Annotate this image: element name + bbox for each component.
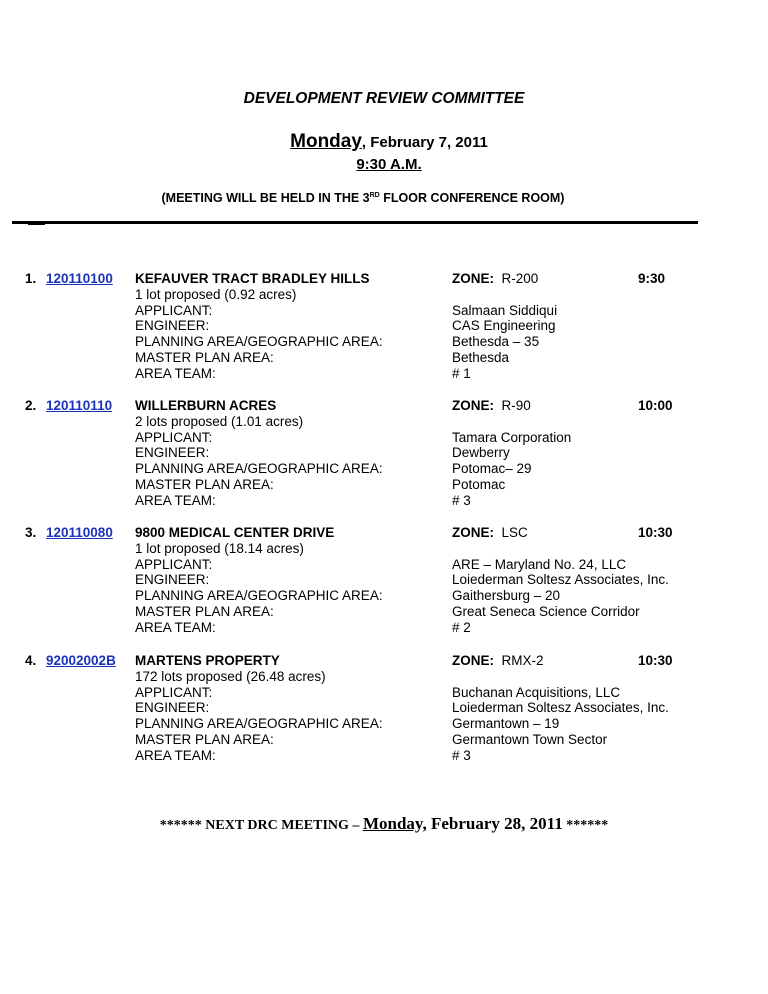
area-team-label: AREA TEAM: [135, 492, 216, 508]
project-name: 9800 MEDICAL CENTER DRIVE [135, 525, 335, 540]
area-team-label: AREA TEAM: [135, 365, 216, 381]
zone-label: ZONE: [452, 271, 494, 286]
next-meeting-prefix: ****** NEXT DRC MEETING – [159, 818, 363, 833]
field-labels [135, 414, 383, 509]
area-team-value: # 1 [452, 365, 471, 381]
agenda-item [0, 525, 768, 637]
project-name: KEFAUVER TRACT BRADLEY HILLS [135, 271, 370, 286]
field-values [452, 303, 557, 382]
engineer-value: CAS Engineering [452, 318, 556, 334]
planning-area-label: PLANNING AREA/GEOGRAPHIC AREA: [135, 461, 383, 477]
master-plan-label: MASTER PLAN AREA: [135, 349, 274, 365]
zone-value: R-200 [501, 271, 539, 286]
field-values [452, 685, 669, 764]
item-number: 3. [25, 525, 37, 540]
agenda-item [0, 271, 768, 383]
item-time: 10:00 [638, 398, 673, 413]
zone-label: ZONE: [452, 653, 494, 668]
meeting-date [0, 131, 768, 153]
notice-before: (MEETING WILL BE HELD IN THE 3 [161, 191, 370, 205]
engineer-label: ENGINEER: [135, 700, 210, 716]
engineer-label: ENGINEER: [135, 318, 210, 334]
engineer-value: Loiederman Soltesz Associates, Inc. [452, 700, 669, 716]
zone-label: ZONE: [452, 525, 494, 540]
meeting-location-notice [0, 191, 726, 205]
applicant-label: APPLICANT: [135, 684, 213, 700]
item-number: 4. [25, 653, 37, 668]
field-values [452, 557, 669, 636]
meeting-day: Monday [290, 131, 362, 152]
lots-proposed: 172 lots proposed (26.48 acres) [135, 668, 326, 684]
zone [452, 271, 538, 287]
field-labels [135, 287, 383, 382]
agenda-item [0, 398, 768, 510]
next-meeting-note [0, 814, 768, 834]
field-labels [135, 541, 383, 636]
divider-tick [28, 224, 45, 225]
agenda-item [0, 653, 768, 765]
area-team-value: # 3 [452, 747, 471, 763]
field-labels [135, 669, 383, 764]
master-plan-label: MASTER PLAN AREA: [135, 603, 274, 619]
zone-value: LSC [501, 525, 528, 540]
project-name: MARTENS PROPERTY [135, 653, 280, 668]
plan-link[interactable]: 120110100 [46, 271, 113, 286]
planning-area-label: PLANNING AREA/GEOGRAPHIC AREA: [135, 588, 383, 604]
engineer-value: Dewberry [452, 445, 510, 461]
applicant-value: Salmaan Siddiqui [452, 302, 558, 318]
master-plan-value: Bethesda [452, 349, 510, 365]
engineer-value: Loiederman Soltesz Associates, Inc. [452, 572, 669, 588]
applicant-label: APPLICANT: [135, 556, 213, 572]
area-team-value: # 3 [452, 492, 471, 508]
meeting-date-rest: , February 7, 2011 [361, 134, 488, 151]
master-plan-label: MASTER PLAN AREA: [135, 476, 274, 492]
zone [452, 398, 531, 414]
engineer-label: ENGINEER: [135, 572, 210, 588]
planning-area-value: Germantown – 19 [452, 716, 560, 732]
lots-proposed: 1 lot proposed (18.14 acres) [135, 540, 304, 556]
next-meeting-day: Monday, [362, 814, 427, 833]
notice-after: FLOOR CONFERENCE ROOM) [379, 191, 565, 205]
next-meeting-date: February 28, 2011 [426, 814, 563, 833]
area-team-label: AREA TEAM: [135, 747, 216, 763]
master-plan-value: Potomac [452, 476, 506, 492]
planning-area-value: Potomac– 29 [452, 461, 532, 477]
meeting-time: 9:30 A.M. [356, 156, 422, 173]
page-title: DEVELOPMENT REVIEW COMMITTEE [243, 90, 525, 107]
applicant-label: APPLICANT: [135, 429, 213, 445]
header-divider [12, 221, 698, 224]
applicant-value: Tamara Corporation [452, 429, 572, 445]
master-plan-value: Great Seneca Science Corridor [452, 603, 640, 619]
zone [452, 525, 528, 541]
lots-proposed: 2 lots proposed (1.01 acres) [135, 413, 304, 429]
item-time: 10:30 [638, 525, 673, 540]
zone-value: RMX-2 [501, 653, 544, 668]
field-values [452, 430, 571, 509]
applicant-value: Buchanan Acquisitions, LLC [452, 684, 621, 700]
engineer-label: ENGINEER: [135, 445, 210, 461]
next-meeting-suffix: ****** [562, 818, 609, 833]
planning-area-value: Bethesda – 35 [452, 334, 540, 350]
lots-proposed: 1 lot proposed (0.92 acres) [135, 286, 297, 302]
item-number: 2. [25, 398, 37, 413]
zone-label: ZONE: [452, 398, 494, 413]
notice-superscript: RD [369, 192, 380, 199]
item-time: 9:30 [638, 271, 666, 286]
zone-value: R-90 [501, 398, 531, 413]
applicant-label: APPLICANT: [135, 302, 213, 318]
plan-link[interactable]: 120110110 [46, 398, 113, 413]
master-plan-value: Germantown Town Sector [452, 731, 608, 747]
zone [452, 653, 544, 669]
project-name: WILLERBURN ACRES [135, 398, 277, 413]
area-team-label: AREA TEAM: [135, 619, 216, 635]
area-team-value: # 2 [452, 619, 471, 635]
master-plan-label: MASTER PLAN AREA: [135, 731, 274, 747]
item-number: 1. [25, 271, 37, 286]
plan-link[interactable]: 92002002B [46, 653, 116, 668]
planning-area-value: Gaithersburg – 20 [452, 588, 561, 604]
planning-area-label: PLANNING AREA/GEOGRAPHIC AREA: [135, 716, 383, 732]
item-time: 10:30 [638, 653, 673, 668]
planning-area-label: PLANNING AREA/GEOGRAPHIC AREA: [135, 334, 383, 350]
plan-link[interactable]: 120110080 [46, 525, 113, 540]
applicant-value: ARE – Maryland No. 24, LLC [452, 556, 627, 572]
